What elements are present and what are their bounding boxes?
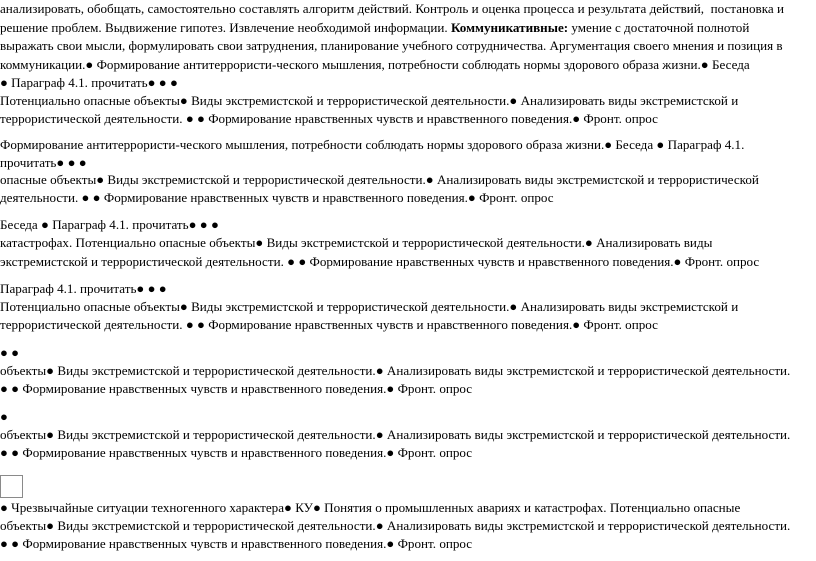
text-segment: умение с достаточной полнотой: [568, 20, 750, 35]
text-line: террористической деятельности. ● ● Формирование нравственных чувств и нравственного поведения.● Фронт. опрос: [0, 317, 658, 332]
empty-box: [0, 475, 23, 498]
text-line: Формирование антитеррористи-ческого мышления, потребности соблюдать нормы здорового образа жизни.● Беседа ● Параграф 4.1.: [0, 137, 745, 152]
text-line: опасные объекты● Виды экстремистской и террористической деятельности.● Анализировать виды экстремистской и террористической: [0, 172, 759, 187]
text-line: объекты● Виды экстремистской и террористической деятельности.● Анализировать виды экстремистской и террористической деятельности.: [0, 363, 791, 378]
text-line: анализировать, обобщать, самостоятельно составлять алгоритм действий. Контроль и оценка процесса и результата действий, постановка и: [0, 1, 784, 16]
text-line: объекты● Виды экстремистской и террористической деятельности.● Анализировать виды экстремистской и террористической деятельности.: [0, 427, 791, 442]
text-line: ●: [0, 409, 8, 424]
text-line: [0, 19, 749, 37]
text-line: ● ● Формирование нравственных чувств и нравственного поведения.● Фронт. опрос: [0, 445, 473, 460]
text-line: выражать свои мысли, формулировать свои затруднения, планирование учебного сотрудничества. Аргументация своего мнения и позиция в: [0, 38, 783, 53]
text-line: Беседа ● Параграф 4.1. прочитать● ● ●: [0, 217, 219, 232]
text-line: катастрофах. Потенциально опасные объекты● Виды экстремистской и террористической деятельности.● Анализировать виды: [0, 235, 713, 250]
text-line: коммуникации.● Формирование антитеррористи-ческого мышления, потребности соблюдать нормы здорового образа жизни.● Беседа: [0, 57, 750, 72]
text-line: Потенциально опасные объекты● Виды экстремистской и террористической деятельности.● Анализировать виды экстремистской и: [0, 299, 739, 314]
text-line: прочитать● ● ●: [0, 155, 87, 170]
text-line: экстремистской и террористической деятельности. ● ● Формирование нравственных чувств и нравственного поведения.● Фронт. опрос: [0, 254, 760, 269]
text-line: ● ● Формирование нравственных чувств и нравственного поведения.● Фронт. опрос: [0, 381, 473, 396]
text-segment: решение проблем. Выдвижение гипотез. Извлечение необходимой информации.: [0, 20, 451, 35]
text-line: Потенциально опасные объекты● Виды экстремистской и террористической деятельности.● Анализировать виды экстремистской и: [0, 93, 739, 108]
text-line: объекты● Виды экстремистской и террористической деятельности.● Анализировать виды экстремистской и террористической деятельности.: [0, 518, 791, 533]
text-line: Параграф 4.1. прочитать● ● ●: [0, 281, 167, 296]
text-line: ● Чрезвычайные ситуации техногенного характера● КУ● Понятия о промышленных авариях и катастрофах. Потенциально опасные: [0, 500, 741, 515]
text-line: ● ● Формирование нравственных чувств и нравственного поведения.● Фронт. опрос: [0, 536, 473, 551]
text-line: ● ●: [0, 345, 20, 360]
text-line: ● Параграф 4.1. прочитать● ● ●: [0, 75, 178, 90]
text-line: террористической деятельности. ● ● Формирование нравственных чувств и нравственного поведения.● Фронт. опрос: [0, 111, 658, 126]
text-line: деятельности. ● ● Формирование нравственных чувств и нравственного поведения.● Фронт. опрос: [0, 190, 554, 205]
bold-heading-communicative: Коммуникативные:: [450, 20, 569, 35]
